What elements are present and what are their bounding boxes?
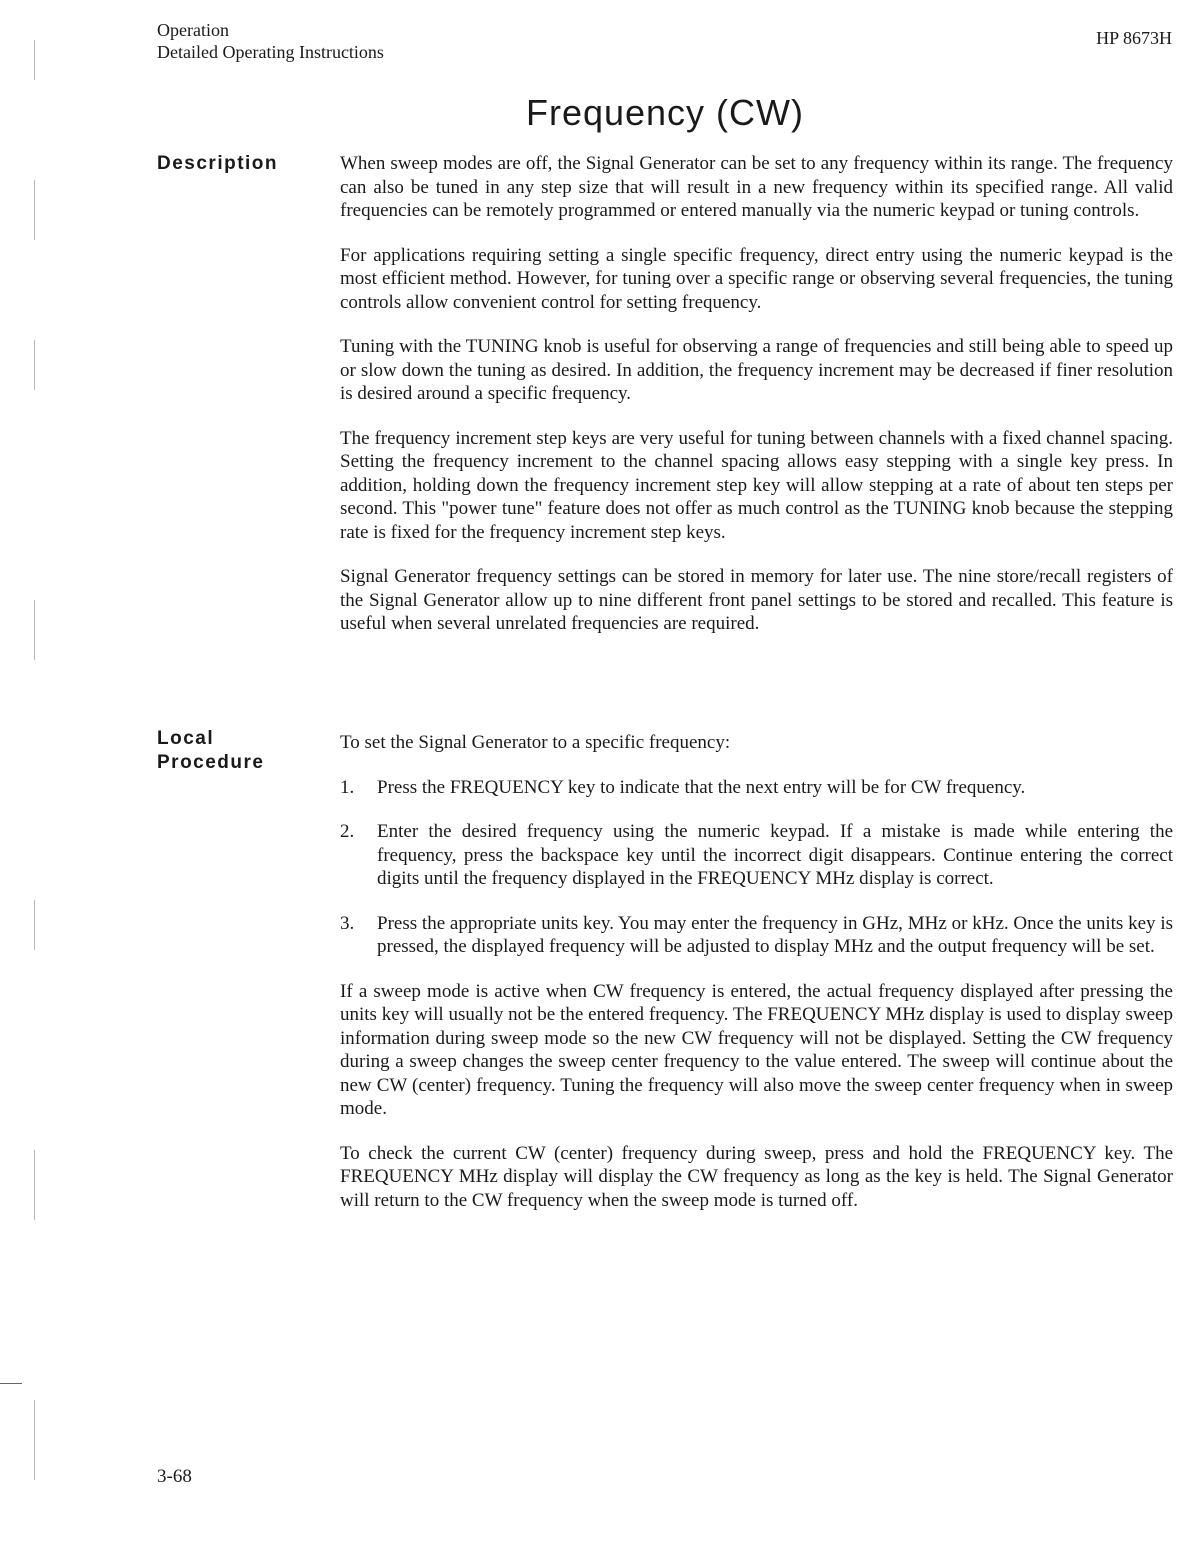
header-subsection: Detailed Operating Instructions — [157, 42, 384, 62]
local-procedure-heading-line1: Local — [157, 728, 215, 749]
header-section: Operation — [157, 20, 229, 40]
step-text: Enter the desired frequency using the numeric keypad. If a mistake is made while entering the frequency, press the backspace key until the incorrect digit disappears. Continue entering the correct digits until the frequency displayed in the FREQUENCY MHz display is correct. — [377, 821, 1173, 889]
step-number: 3. — [340, 912, 355, 934]
scan-edge-mark — [34, 1400, 35, 1480]
scan-edge-mark — [34, 40, 35, 80]
description-body — [340, 152, 1173, 657]
procedure-paragraph-1: If a sweep mode is active when CW frequency is entered, the actual frequency displayed after pressing the units key will usually not be the entered frequency. The FREQUENCY MHz display is used to display sweep information during sweep mode so the new CW frequency will not be displayed. Setting the CW frequency during a sweep changes the sweep center frequency to the value entered. The sweep will continue about the new CW (center) frequency. Tuning the frequency will also move the sweep center frequency when in sweep mode. — [340, 980, 1173, 1119]
procedure-step — [340, 776, 1173, 800]
description-paragraph-3: Tuning with the TUNING knob is useful for observing a range of frequencies and still being able to speed up or slow down the tuning as desired. In addition, the frequency increment may be decreased if finer resolution is desired around a specific frequency. — [340, 336, 1173, 404]
procedure-step — [340, 912, 1173, 959]
local-procedure-body — [340, 731, 1173, 1233]
procedure-paragraph-2: To check the current CW (center) frequency during sweep, press and hold the FREQUENCY key. The FREQUENCY MHz display will display the CW frequency as long as the key is held. The Signal Generator will return to the CW frequency when the sweep mode is turned off. — [340, 1142, 1173, 1211]
step-text: Press the appropriate units key. You may enter the frequency in GHz, MHz or kHz. Once the units key is pressed, the displayed frequency will be adjusted to display MHz and the output frequency will be set. — [377, 912, 1173, 957]
header-model: HP 8673H — [1096, 28, 1172, 48]
description-paragraph-1: When sweep modes are off, the Signal Generator can be set to any frequency within its range. The frequency can also be tuned in any step size that will result in a new frequency within its specified range. All valid frequencies can be remotely programmed or entered manually via the numeric keypad or tuning controls. — [340, 153, 1173, 221]
description-paragraph-2: For applications requiring setting a single specific frequency, direct entry using the numeric keypad is the most efficient method. However, for tuning over a specific range or observing several frequencies, the tuning controls allow convenient control for setting frequency. — [340, 244, 1173, 313]
description-paragraph-4: The frequency increment step keys are very useful for tuning between channels with a fixed channel spacing. Setting the frequency increment to the channel spacing allows easy stepping with a single key press. In addition, holding down the frequency increment step key will allow stepping at a rate of about ten steps per second. This "power tune" feature does not offer as much control as the TUNING knob because the stepping rate is fixed for the frequency increment step keys. — [340, 427, 1173, 543]
page-number: 3-68 — [157, 1466, 192, 1487]
procedure-intro: To set the Signal Generator to a specific frequency: — [340, 732, 731, 753]
scan-edge-mark — [34, 340, 35, 390]
scan-edge-mark — [34, 1150, 35, 1220]
step-number: 1. — [340, 776, 355, 798]
step-text: Press the FREQUENCY key to indicate that the next entry will be for CW frequency. — [377, 776, 1026, 798]
local-procedure-heading-line2: Procedure — [157, 752, 265, 773]
scan-edge-mark — [34, 900, 35, 950]
scan-edge-mark — [34, 180, 35, 240]
page-title: Frequency (CW) — [525, 92, 805, 133]
procedure-steps — [340, 776, 1173, 959]
description-paragraph-5: Signal Generator frequency settings can be stored in memory for later use. The nine store/recall registers of the Signal Generator allow up to nine different front panel settings to be stored and recalled. This feature is useful when several unrelated frequencies are required. — [340, 566, 1173, 634]
scan-edge-mark — [34, 600, 35, 660]
running-header-left — [157, 19, 384, 63]
local-procedure-heading — [157, 727, 264, 775]
procedure-step — [340, 820, 1173, 891]
scan-edge-mark — [0, 1383, 22, 1384]
step-number: 2. — [340, 821, 355, 842]
description-heading: Description — [157, 153, 279, 174]
